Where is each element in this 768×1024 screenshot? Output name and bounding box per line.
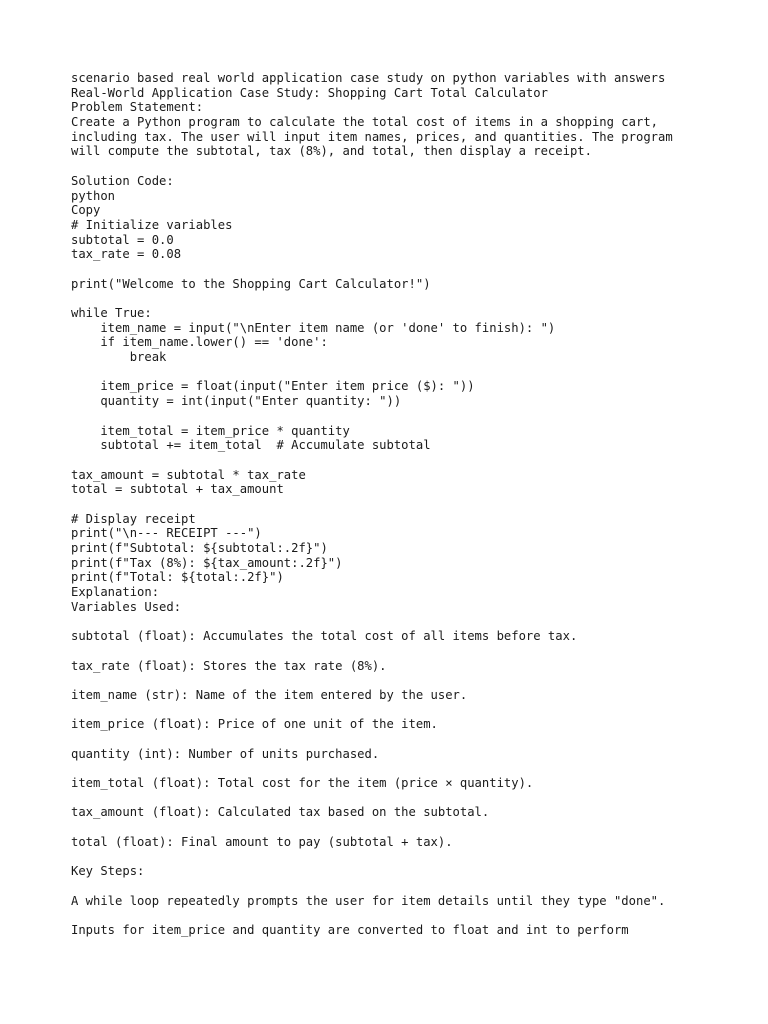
text-line xyxy=(71,409,751,424)
text-line xyxy=(71,673,751,688)
text-line: Copy xyxy=(71,203,101,218)
text-line: print("\n--- RECEIPT ---") xyxy=(71,526,262,541)
text-line xyxy=(71,849,751,864)
text-line: Variables Used: xyxy=(71,599,182,614)
text-line: item_total (float): Total cost for the item (price × quantity). xyxy=(71,776,534,790)
text-line xyxy=(71,365,751,380)
text-line xyxy=(71,159,751,174)
text-line: item_name (str): Name of the item entered by the user. xyxy=(71,687,468,702)
text-line: Explanation: xyxy=(71,585,160,600)
text-line xyxy=(71,262,751,277)
text-line: item_price (float): Price of one unit of the item. xyxy=(71,717,438,732)
text-line: A while loop repeatedly prompts the user for item details until they type "done". xyxy=(71,893,666,908)
document-body xyxy=(71,71,751,938)
text-line: tax_rate (float): Stores the tax rate (8%). xyxy=(71,658,387,673)
text-line xyxy=(71,644,751,659)
text-line xyxy=(71,453,751,468)
text-line: scenario based real world application case study on python variables with answers xyxy=(71,71,666,85)
text-line xyxy=(71,732,751,747)
text-line: tax_amount = subtotal * tax_rate xyxy=(71,467,306,482)
text-line: Problem Statement: xyxy=(71,100,204,115)
text-line xyxy=(71,291,751,306)
text-line: including tax. The user will input item names, prices, and quantities. The program xyxy=(71,129,673,144)
text-line: subtotal += item_total # Accumulate subtotal xyxy=(71,438,431,453)
text-line: will compute the subtotal, tax (8%), and total, then display a receipt. xyxy=(71,144,592,159)
text-line: if item_name.lower() == 'done': xyxy=(71,335,328,350)
text-line: while True: xyxy=(71,306,152,320)
text-line: quantity = int(input("Enter quantity: ")) xyxy=(71,394,402,409)
text-line: Create a Python program to calculate the total cost of items in a shopping cart, xyxy=(71,115,658,130)
text-line: item_name = input("\nEnter item name (or 'done' to finish): ") xyxy=(71,320,556,335)
text-line xyxy=(71,497,751,512)
text-line: Key Steps: xyxy=(71,864,145,879)
text-line: quantity (int): Number of units purchased. xyxy=(71,746,380,761)
text-line xyxy=(71,820,751,835)
text-line: print("Welcome to the Shopping Cart Calculator!") xyxy=(71,276,431,291)
text-line: print(f"Tax (8%): ${tax_amount:.2f}") xyxy=(71,555,343,570)
text-line xyxy=(71,761,751,776)
text-line xyxy=(71,879,751,894)
text-line: break xyxy=(71,350,167,365)
text-line xyxy=(71,703,751,718)
text-line: tax_amount (float): Calculated tax based on the subtotal. xyxy=(71,805,490,820)
text-line: print(f"Total: ${total:.2f}") xyxy=(71,570,284,585)
text-line: subtotal = 0.0 xyxy=(71,232,174,247)
text-line: Real-World Application Case Study: Shopping Cart Total Calculator xyxy=(71,85,548,100)
text-line: Solution Code: xyxy=(71,173,174,188)
text-line: total = subtotal + tax_amount xyxy=(71,482,284,497)
text-line xyxy=(71,908,751,923)
text-line: print(f"Subtotal: ${subtotal:.2f}") xyxy=(71,541,328,555)
text-line: item_price = float(input("Enter item price ($): ")) xyxy=(71,379,475,394)
text-line: tax_rate = 0.08 xyxy=(71,247,182,262)
text-line: # Initialize variables xyxy=(71,217,233,232)
text-line: # Display receipt xyxy=(71,511,196,526)
text-line xyxy=(71,791,751,806)
text-line: total (float): Final amount to pay (subtotal + tax). xyxy=(71,834,453,849)
text-line: python xyxy=(71,188,116,203)
text-line: Inputs for item_price and quantity are converted to float and int to perform xyxy=(71,922,629,937)
text-line: item_total = item_price * quantity xyxy=(71,423,350,438)
text-line: subtotal (float): Accumulates the total cost of all items before tax. xyxy=(71,629,578,644)
text-line xyxy=(71,614,751,629)
